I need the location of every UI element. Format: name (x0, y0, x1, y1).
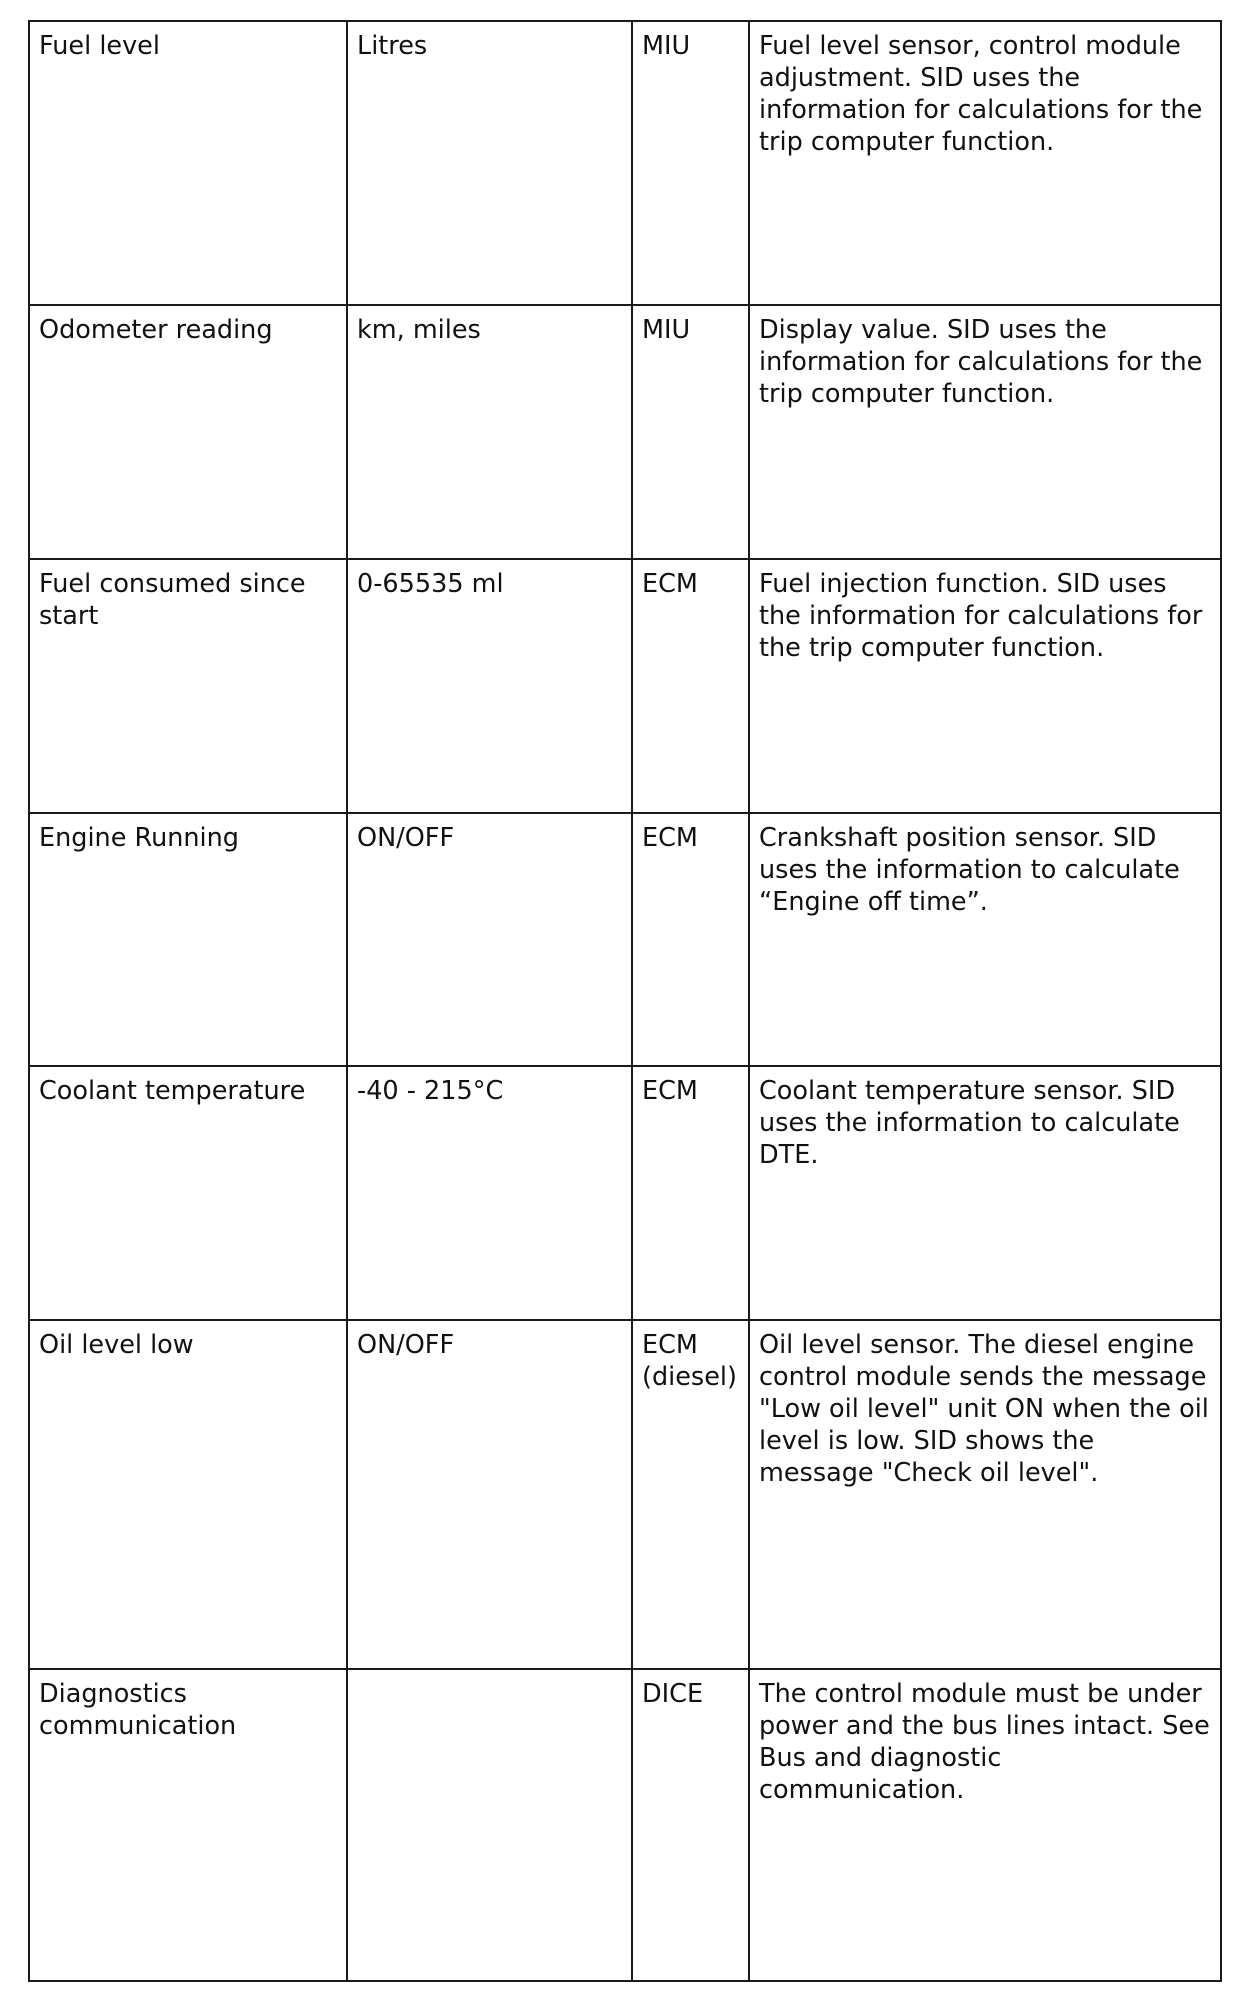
description-cell: Crankshaft position sensor. SID uses the information to calculate “Engine off time”. (749, 813, 1221, 1066)
source-module-cell: ECM (632, 559, 749, 813)
table-row (29, 1669, 1221, 1981)
description-cell: The control module must be under power and the bus lines intact. See Bus and diagnostic communication. (749, 1669, 1221, 1981)
source-module-cell: ECM (632, 813, 749, 1066)
description-cell: Oil level sensor. The diesel engine control module sends the message "Low oil level" unit ON when the oil level is low. SID shows the message "Check oil level". (749, 1320, 1221, 1669)
source-module-cell: DICE (632, 1669, 749, 1981)
value-range-cell: km, miles (347, 305, 632, 559)
source-module-cell: ECM (632, 1066, 749, 1320)
signal-name-cell: Fuel consumed since start (29, 559, 347, 813)
table-row (29, 21, 1221, 305)
signal-name-cell: Diagnostics communication (29, 1669, 347, 1981)
value-range-cell: 0-65535 ml (347, 559, 632, 813)
value-range-cell: -40 - 215°C (347, 1066, 632, 1320)
signal-table (28, 20, 1222, 1982)
table-row (29, 305, 1221, 559)
signal-name-cell: Odometer reading (29, 305, 347, 559)
description-cell: Fuel level sensor, control module adjustment. SID uses the information for calculations for the trip computer function. (749, 21, 1221, 305)
value-range-cell: Litres (347, 21, 632, 305)
signal-name-cell: Engine Running (29, 813, 347, 1066)
table-row (29, 1320, 1221, 1669)
signal-name-cell: Oil level low (29, 1320, 347, 1669)
description-cell: Fuel injection function. SID uses the information for calculations for the trip computer function. (749, 559, 1221, 813)
table-row (29, 1066, 1221, 1320)
source-module-cell: MIU (632, 305, 749, 559)
signal-name-cell: Fuel level (29, 21, 347, 305)
description-cell: Coolant temperature sensor. SID uses the information to calculate DTE. (749, 1066, 1221, 1320)
description-cell: Display value. SID uses the information for calculations for the trip computer function. (749, 305, 1221, 559)
value-range-cell: ON/OFF (347, 813, 632, 1066)
document-page (28, 20, 1220, 1980)
table-row (29, 813, 1221, 1066)
value-range-cell: ON/OFF (347, 1320, 632, 1669)
signal-name-cell: Coolant temperature (29, 1066, 347, 1320)
source-module-cell: ECM (diesel) (632, 1320, 749, 1669)
value-range-cell (347, 1669, 632, 1981)
source-module-cell: MIU (632, 21, 749, 305)
table-row (29, 559, 1221, 813)
